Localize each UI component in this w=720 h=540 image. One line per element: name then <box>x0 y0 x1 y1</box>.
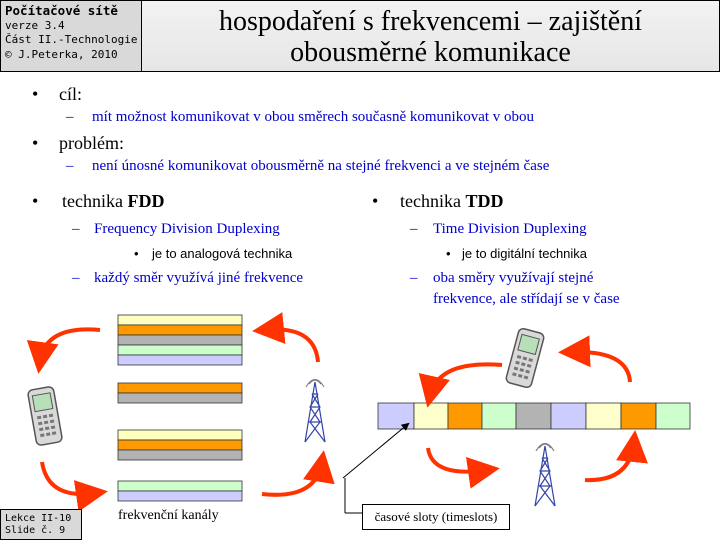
fdd-name: FDD <box>127 191 165 211</box>
problem-label: problém: <box>59 133 124 153</box>
tdd-arrow-bottom-right <box>585 442 634 480</box>
tdd-name: TDD <box>465 191 504 211</box>
tdd-slot-strip <box>378 403 690 429</box>
tdd-desc-line-1: oba směry využívají stejné <box>433 270 594 286</box>
problem-bullet: • <box>32 133 39 153</box>
tdd-dash-1: – <box>410 221 418 237</box>
fdd-note-bullet: • <box>134 246 139 261</box>
author-label: © J.Peterka, 2010 <box>5 47 118 61</box>
fdd-band-group-1 <box>118 315 242 365</box>
title-line-2: obousměrné komunikace <box>290 37 571 68</box>
goal-label: cíl: <box>59 84 82 104</box>
fdd-note: je to analogová technika <box>152 246 293 261</box>
fdd-bullet: • <box>32 191 39 211</box>
fdd-full-name: Frequency Division Duplexing <box>94 221 280 237</box>
fdd-dash-1: – <box>72 221 80 237</box>
fdd-arrow-bottom-left <box>42 462 96 494</box>
fdd-band-group-3 <box>118 430 242 460</box>
fdd-arrow-top-right <box>264 329 318 362</box>
tdd-arrow-top-right <box>570 352 630 382</box>
tdd-arrow-bottom-left <box>428 448 488 472</box>
course-name: Počítačové sítě <box>5 3 118 18</box>
timeslots-label: časové sloty (timeslots) <box>362 504 510 530</box>
title-line-1: hospodaření s frekvencemi – zajištění <box>219 6 642 37</box>
tdd-note-bullet: • <box>446 246 451 261</box>
fdd-description: každý směr využívá jiné frekvence <box>94 270 304 286</box>
fdd-arrow-top-left <box>40 329 100 362</box>
fdd-phone-icon <box>27 386 62 446</box>
goal-text: mít možnost komunikovat v obou směrech současně komunikovat v obou <box>92 109 535 125</box>
fdd-arrow-bottom-right <box>262 462 322 495</box>
fdd-dash-2: – <box>72 270 80 286</box>
part-label: Část II.-Technologie <box>5 33 138 46</box>
fdd-prefix: technika <box>62 191 128 211</box>
slide-number: Slide č. 9 <box>5 525 66 536</box>
tdd-dash-2: – <box>410 270 418 286</box>
goal-dash: – <box>66 109 74 125</box>
tdd-tower-icon <box>535 444 555 507</box>
version-label: verze 3.4 <box>5 18 65 32</box>
tdd-desc-line-2: frekvence, ale střídají se v čase <box>433 291 620 307</box>
slots-pointer-line-1 <box>343 424 408 478</box>
lecture-label: Lekce II-10 <box>5 513 72 524</box>
tdd-prefix: technika <box>400 191 466 211</box>
fdd-band-group-2 <box>118 383 242 403</box>
tdd-bullet: • <box>372 191 379 211</box>
fdd-tower-icon <box>305 380 325 443</box>
fdd-band-group-4 <box>118 481 242 501</box>
footer-info-box <box>0 509 82 540</box>
tdd-arrow-top-left <box>430 364 502 396</box>
problem-text: není únosné komunikovat obousměrně na stejné frekvenci a ve stejném čase <box>92 158 550 174</box>
tdd-phone-icon <box>505 328 545 389</box>
tdd-full-name: Time Division Duplexing <box>433 221 587 237</box>
frequency-channels-label: frekvenční kanály <box>118 508 219 523</box>
tdd-note: je to digitální technika <box>462 246 588 261</box>
problem-dash: – <box>66 158 74 174</box>
